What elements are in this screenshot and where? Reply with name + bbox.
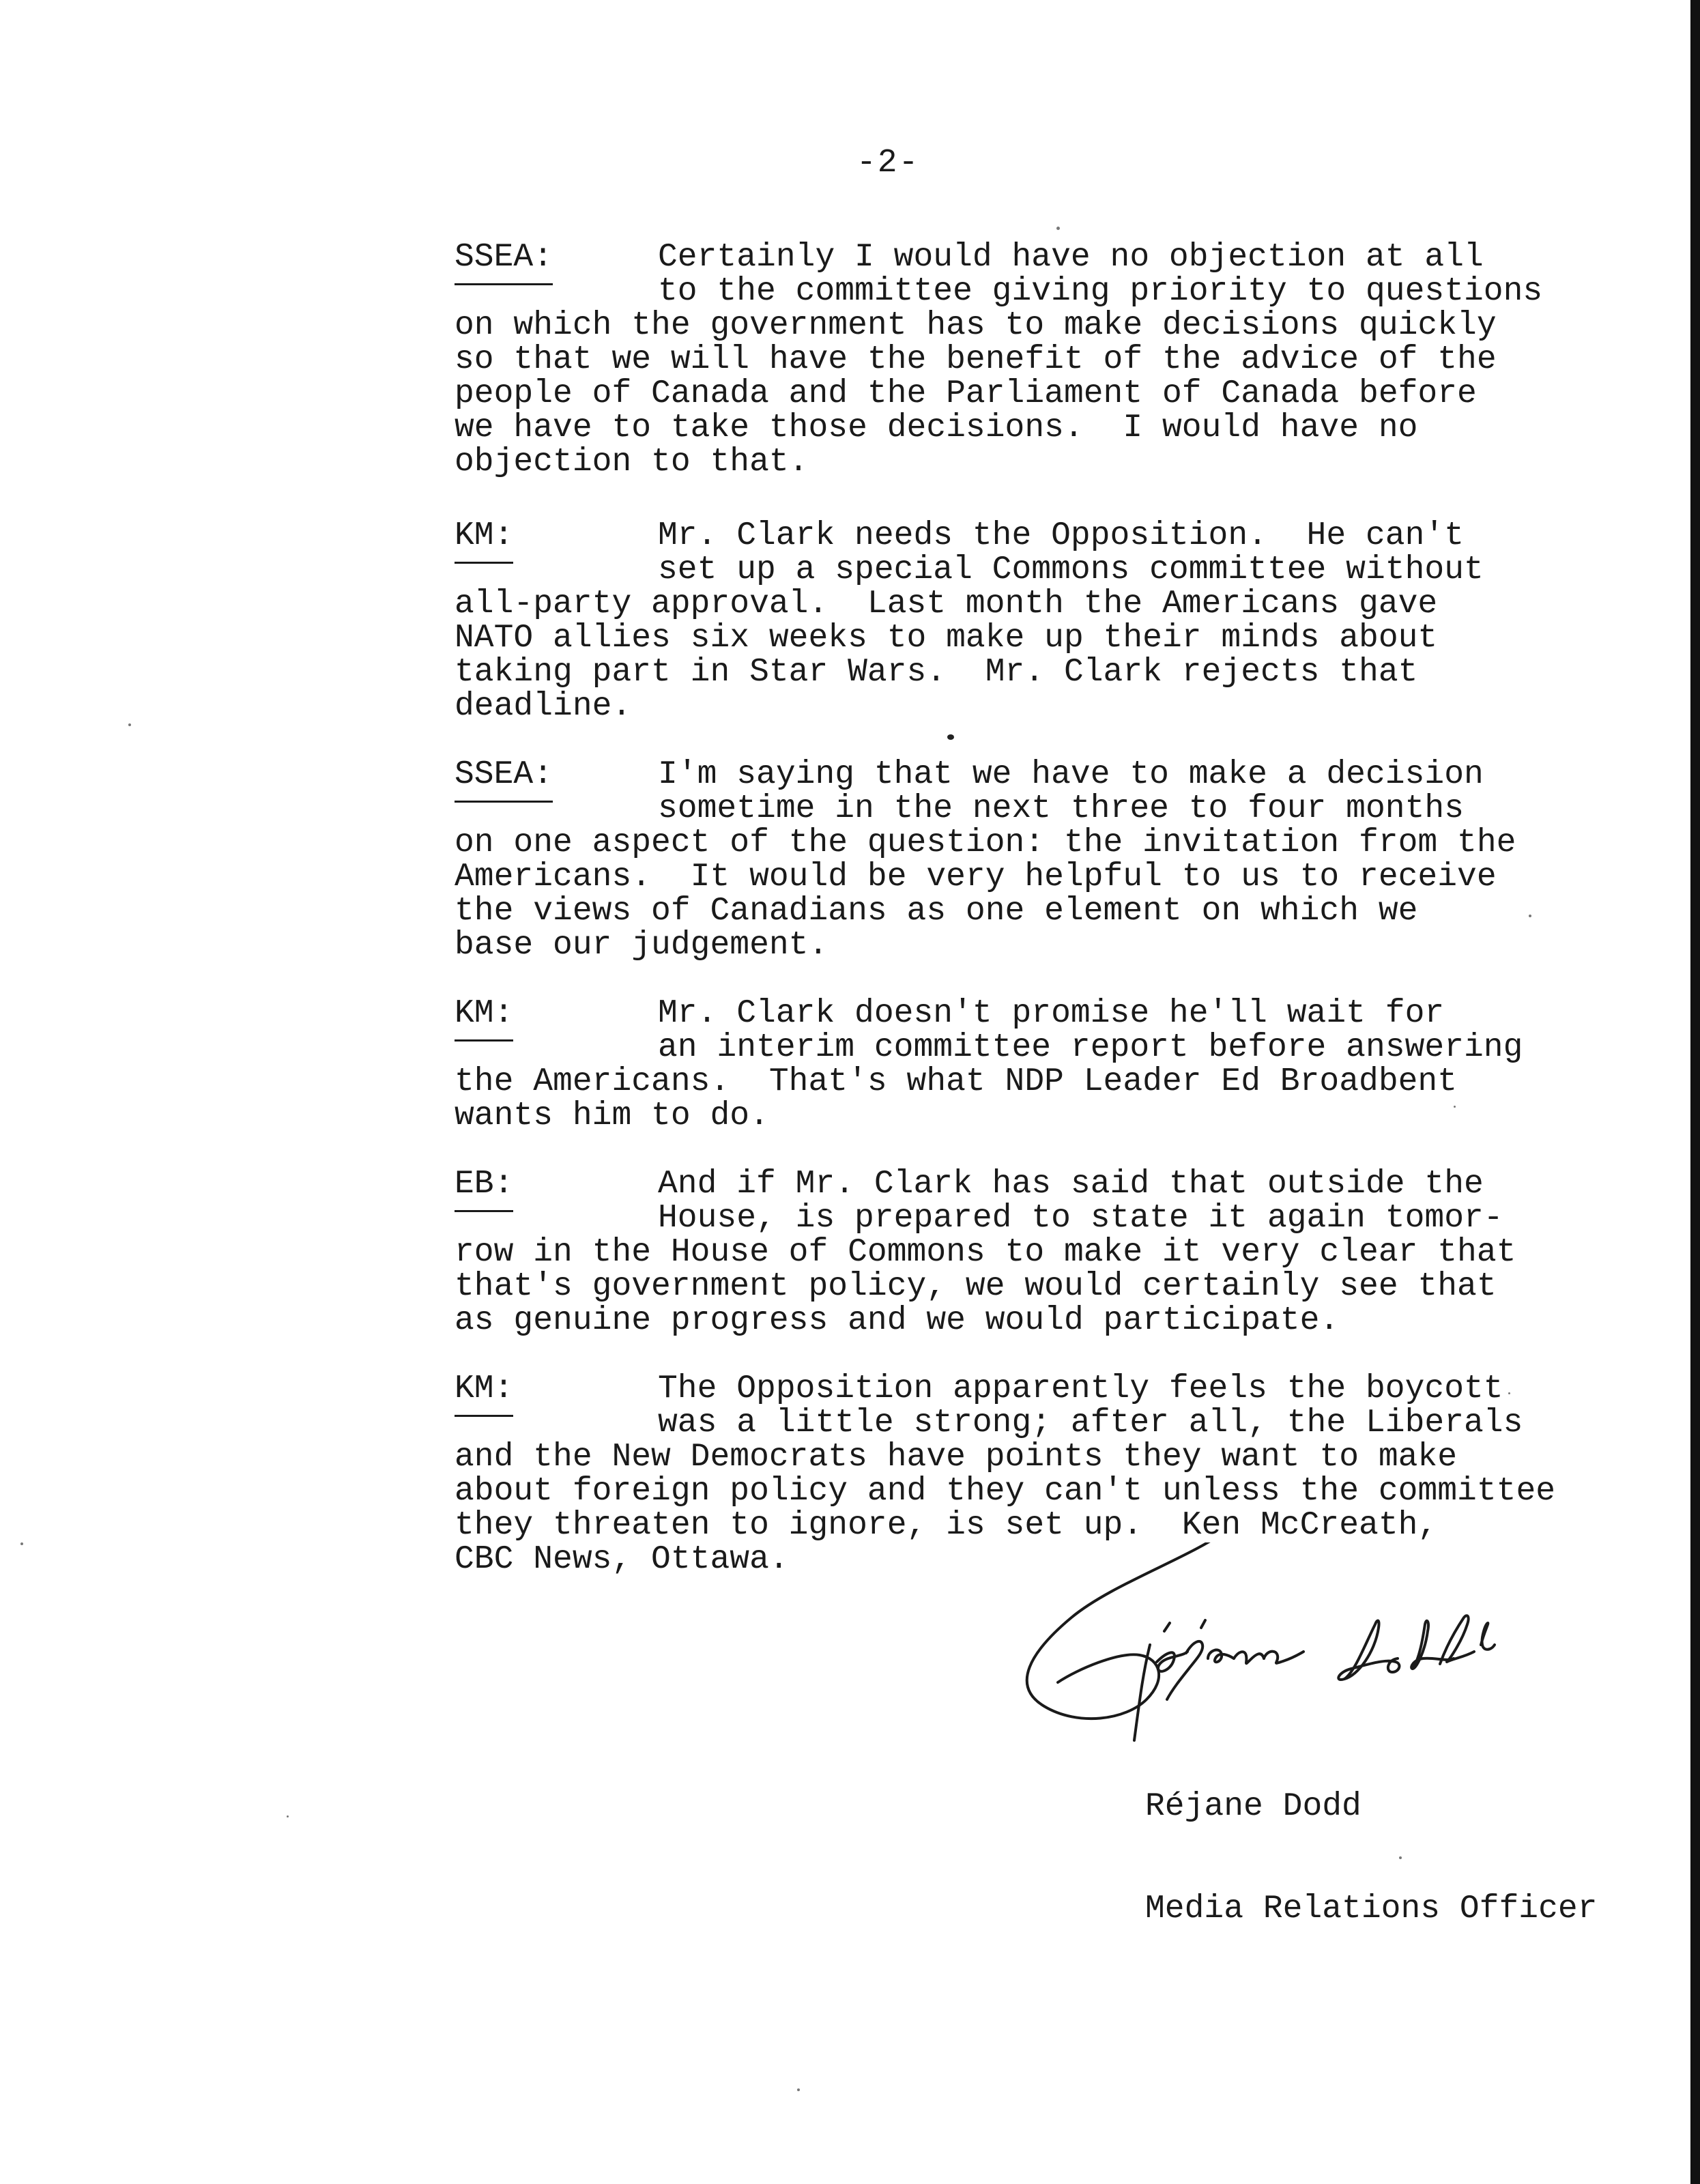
entry-line: people of Canada and the Parliament of Canada before: [455, 375, 1477, 412]
scan-speck: [1529, 915, 1531, 917]
entry-line: row in the House of Commons to make it very clear that: [455, 1234, 1516, 1271]
scan-speck: [1399, 1856, 1402, 1859]
entry-first-line: I'm saying that we have to make a decision: [658, 756, 1484, 793]
entry-line: so that we will have the benefit of the advice of the: [455, 341, 1497, 378]
entry-line: on which the government has to make decisions quickly: [455, 307, 1497, 344]
entry-line: the Americans. That's what NDP Leader Ed Broadbent: [455, 1063, 1458, 1100]
entry-line: about foreign policy and they can't unless the committee: [455, 1473, 1556, 1510]
entry-line: NATO allies six weeks to make up their minds about: [455, 620, 1438, 657]
speaker-label: KM:: [455, 995, 514, 1032]
handwritten-signature: [1003, 1542, 1617, 1747]
entry-indented-line: sometime in the next three to four months: [658, 790, 1464, 827]
entry-first-line: The Opposition apparently feels the boycott: [658, 1370, 1503, 1407]
transcript-entry: [455, 996, 1601, 1133]
entry-line: the views of Canadians as one element on which we: [455, 893, 1418, 930]
entry-line: objection to that.: [455, 444, 809, 480]
entry-line: they threaten to ignore, is set up. Ken McCreath,: [455, 1507, 1438, 1544]
scan-speck: [1454, 1106, 1456, 1108]
speaker-label: SSEA:: [455, 756, 553, 793]
scan-page-edge: [1690, 0, 1700, 2184]
entry-first-line: Mr. Clark doesn't promise he'll wait for: [658, 995, 1445, 1032]
entry-line: and the New Democrats have points they want to make: [455, 1439, 1458, 1476]
transcript-entry: [455, 1167, 1601, 1338]
scan-speck: [128, 723, 131, 726]
scan-speck: [287, 1815, 289, 1817]
entry-indented-line: was a little strong; after all, the Liberals: [658, 1405, 1523, 1441]
entry-line: on one aspect of the question: the invitation from the: [455, 824, 1516, 861]
signature-block: [1003, 1542, 1617, 1927]
scan-speck: [947, 734, 954, 740]
speaker-label: EB:: [455, 1166, 514, 1203]
signer-name: Réjane Dodd: [1145, 1788, 1362, 1825]
entry-line: wants him to do.: [455, 1097, 769, 1134]
entry-line: that's government policy, we would certainly see that: [455, 1268, 1497, 1305]
entry-indented-line: House, is prepared to state it again tomor-: [658, 1200, 1503, 1237]
transcript-entry: [455, 519, 1601, 723]
entry-line: base our judgement.: [455, 927, 829, 964]
speaker-label: KM:: [455, 1370, 514, 1407]
scan-speck: [20, 1542, 23, 1545]
entry-line: as genuine progress and we would participate.: [455, 1302, 1340, 1339]
scan-speck: [1508, 1392, 1510, 1394]
entry-first-line: And if Mr. Clark has said that outside the: [658, 1166, 1484, 1203]
signer-title: Media Relations Officer: [1145, 1891, 1598, 1927]
entry-indented-line: set up a special Commons committee without: [658, 551, 1484, 588]
entry-line: deadline.: [455, 688, 632, 725]
interview-transcript: [455, 240, 1601, 1611]
entry-line: we have to take those decisions. I would have no: [455, 410, 1418, 446]
transcript-entry: [455, 240, 1601, 479]
entry-indented-line: to the committee giving priority to questions: [658, 273, 1543, 310]
entry-line: taking part in Star Wars. Mr. Clark rejects that: [455, 654, 1418, 691]
entry-line: all-party approval. Last month the Americans gave: [455, 586, 1438, 622]
scan-speck: [1056, 227, 1060, 230]
entry-indented-line: an interim committee report before answering: [658, 1029, 1523, 1066]
entry-first-line: Mr. Clark needs the Opposition. He can't: [658, 517, 1464, 554]
page-number: -2-: [856, 145, 920, 182]
transcript-entry: [455, 758, 1601, 962]
entry-first-line: Certainly I would have no objection at all: [658, 239, 1484, 276]
speaker-label: SSEA:: [455, 239, 553, 276]
entry-line: Americans. It would be very helpful to us to receive: [455, 859, 1497, 895]
scan-speck: [797, 2088, 800, 2091]
speaker-label: KM:: [455, 517, 514, 554]
entry-line: CBC News, Ottawa.: [455, 1541, 789, 1578]
